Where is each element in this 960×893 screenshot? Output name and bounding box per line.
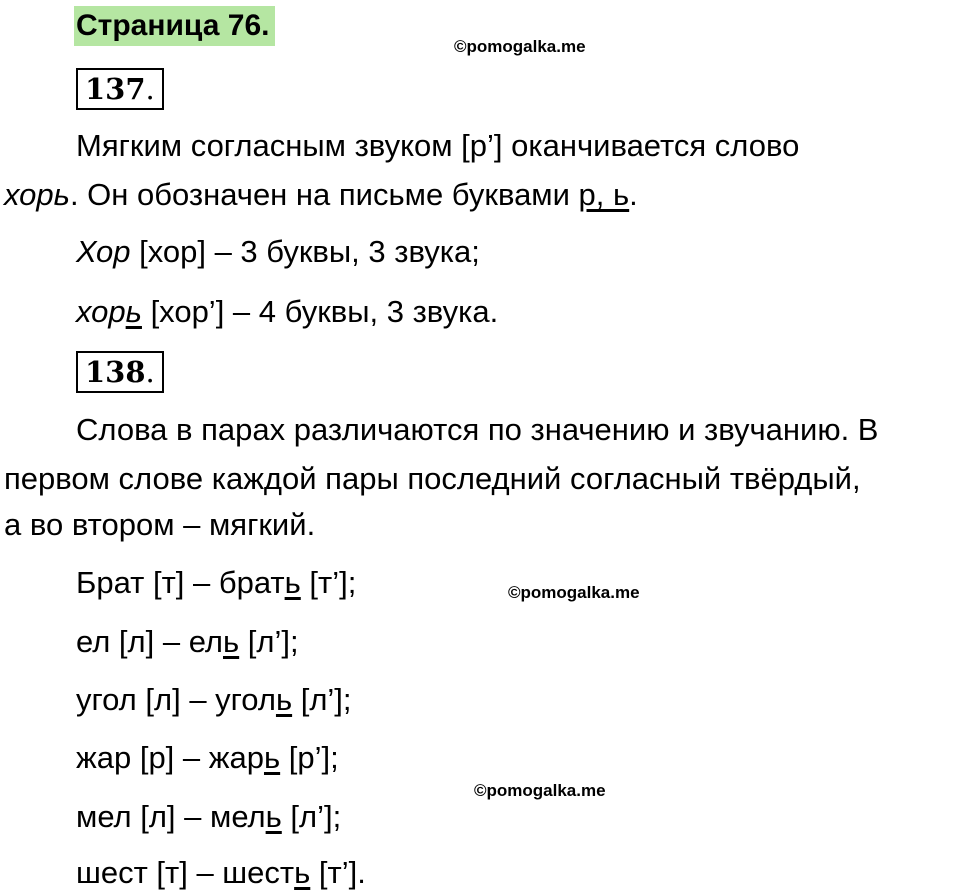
pair-text: ел [л] – ел (76, 624, 223, 659)
transcription-text: [хор’] – 4 буквы, 3 звука. (141, 294, 499, 329)
paragraph-end: . (629, 177, 638, 212)
pair-sound: [т’]; (300, 565, 357, 600)
pair-line (76, 563, 356, 603)
task137-line-khor (76, 232, 480, 272)
page-title: Страница 76. (74, 6, 275, 46)
soft-sign-underlined: ь (265, 799, 282, 834)
pair-line (76, 853, 366, 893)
pair-text: шест [т] – шест (76, 855, 295, 890)
task138-paragraph-line2: первом слове каждой пары последний согласный твёрдый, (4, 461, 861, 496)
soft-sign-underlined: ь (294, 855, 311, 890)
watermark-bottom: ©pomogalka.me (474, 781, 606, 800)
pair-sound: [л’]; (292, 682, 352, 717)
watermark-top: ©pomogalka.me (454, 37, 586, 56)
soft-sign-underlined: ь (125, 294, 142, 329)
pair-text: жар [р] – жар (76, 740, 264, 775)
task-number-137 (76, 68, 164, 110)
pair-sound: [р’]; (280, 740, 339, 775)
task138-paragraph-line3: а во втором – мягкий. (4, 507, 316, 542)
task-number-dot: . (145, 355, 155, 389)
pair-sound: [л’]; (281, 799, 342, 834)
soft-sign-underlined: ь (223, 624, 240, 659)
soft-sign-underlined: ь (263, 740, 281, 775)
task-number-dot: . (145, 72, 155, 106)
watermark-middle: ©pomogalka.me (508, 583, 640, 602)
pair-text: мел [л] – мел (76, 799, 266, 834)
pair-line (76, 797, 341, 837)
task-number: 137 (85, 72, 146, 106)
soft-sign-underlined: ь (284, 565, 301, 600)
pair-text: Брат [т] – брат (76, 565, 285, 600)
task137-paragraph-line1: Мягким согласным звуком [р’] оканчивается слово (76, 128, 800, 163)
task-number: 138 (85, 355, 146, 389)
pair-line (76, 622, 299, 662)
pair-line (76, 738, 339, 778)
paragraph-text: . Он обозначен на письме буквами (69, 177, 579, 212)
pair-sound: [т’]. (310, 855, 366, 890)
task-number-138 (76, 351, 164, 393)
word-stem: хор (76, 294, 126, 329)
letters-underlined: р, ь (578, 177, 630, 212)
task137-line-khor-soft (76, 292, 498, 332)
pair-text: угол [л] – угол (76, 682, 276, 717)
soft-sign-underlined: ь (275, 682, 293, 717)
task137-paragraph-line2 (4, 175, 638, 215)
word-khor-soft: хорь (4, 177, 70, 212)
task138-paragraph-line1: Слова в парах различаются по значению и звучанию. В (76, 412, 879, 447)
transcription-text: [хор] – 3 буквы, 3 звука; (130, 234, 480, 269)
pair-line (76, 680, 352, 720)
pair-sound: [л’]; (239, 624, 299, 659)
word-khor: Хор (76, 234, 131, 269)
